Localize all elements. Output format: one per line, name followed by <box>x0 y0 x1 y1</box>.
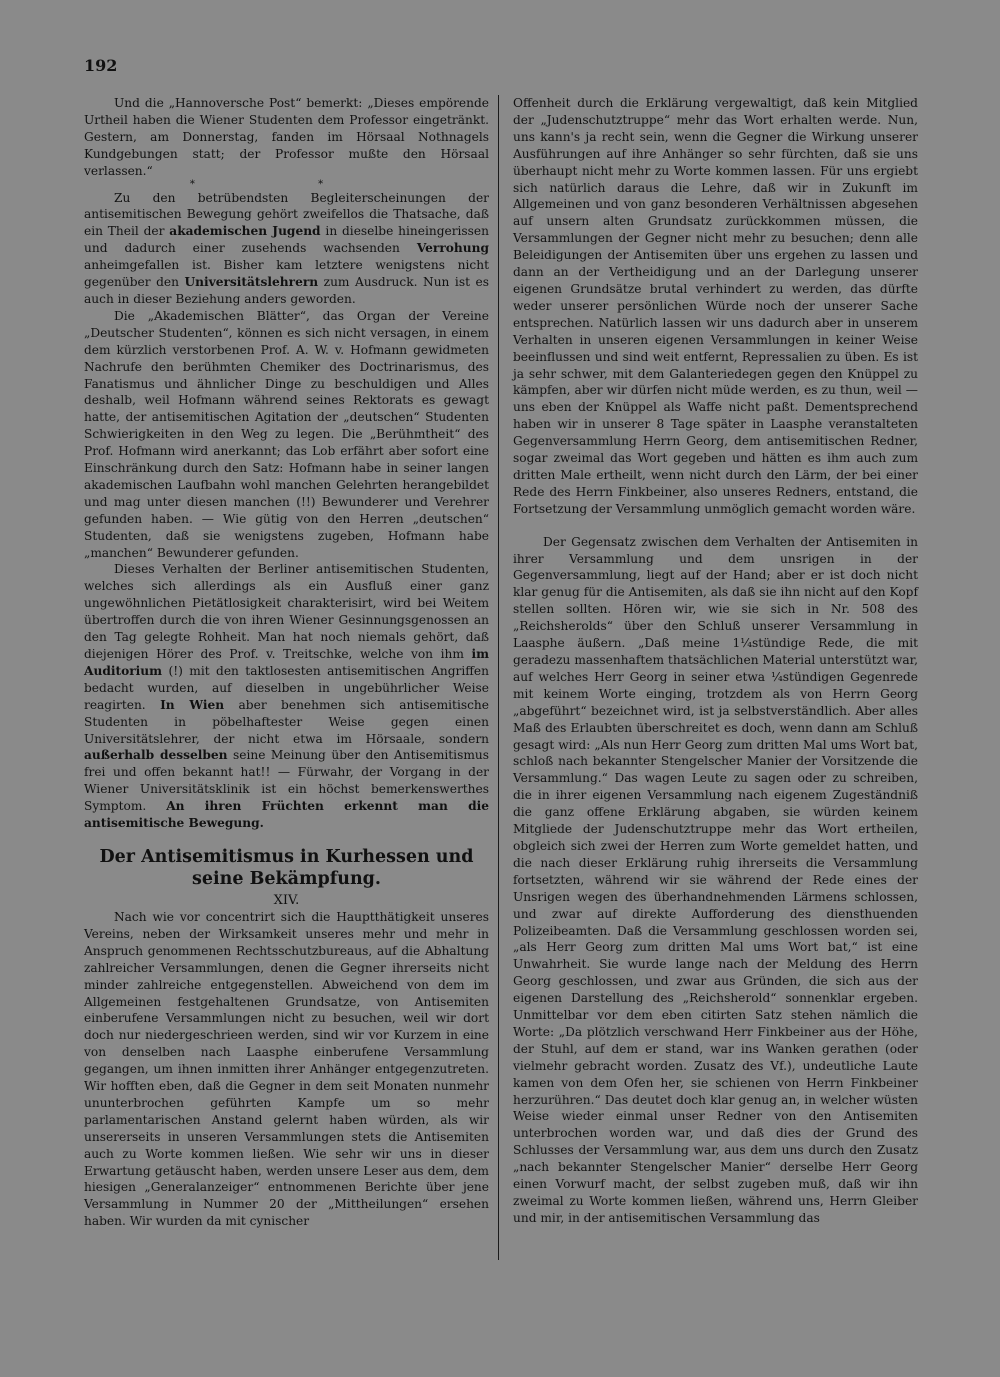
page-number: 192 <box>84 56 118 75</box>
left-column <box>84 95 489 1230</box>
paragraph-gegensatz: Der Gegensatz zwischen dem Verhalten der Antisemiten in ihrer Versammlung und dem unsrigen in der Gegenversammlung, liegt auf der Hand; aber er ist doch nicht klar genug für die Antisemiten, als daß sie ihn nicht auf den Kopf stellen sollten. Hören wir, wie sie sich in Nr. 508 des „Reichsherolds“ über den Schluß unserer Versammlung in Laasphe äußern. „Daß meine 1¼stündige Rede, die mit geradezu massenhaftem thatsächlichen Material unterstützt war, auf welches Herr Georg in seiner etwa ¼stündigen Gegenrede mit keinem Worte einging, trotzdem als von Herrn Georg „abgeführt“ bezeichnet wird, ist ja selbstverständlich. Aber alles Maß des Erlaubten überschreitet es doch, wenn dann am Schluß gesagt wird: „Als nun Herr Georg zum dritten Mal ums Wort bat, schloß nach bekannter Stengelscher Manier der Vorsitzende die Versammlung.“ Das wagen Leute zu sagen oder zu schreiben, die in ihrer eigenen Versammlung nach eigenem Zugeständniß die ganz offene Erklärung abgaben, sie würden keinem Mitgliede der Judenschutztruppe mehr das Wort ertheilen, obgleich sich zwei der Herren zum Worte gemeldet hatten, und die nach dieser Erklärung ruhig ihrerseits die Versammlung fortsetzten, während wir sie während der Rede eines der Unsrigen wegen des überhandnehmenden Lärmens schlossen, und zwar auf direkte Aufforderung des diensthuenden Polizeibeamten. Daß die Versammlung geschlossen worden sei, „als Herr Georg zum dritten Mal ums Wort bat,“ ist eine Unwahrheit. Sie wurde lange nach der Meldung des Herrn Georg geschlossen, und zwar aus Gründen, die sich aus der eigenen Darstellung des „Reichsherold“ sonnenklar ergeben. Unmittelbar vor dem eben citirten Satz stehen nämlich die Worte: „Da plötzlich verschwand Herr Finkbeiner aus der Höhe, der Stuhl, auf dem er stand, war ins Wanken gerathen (oder vielmehr gebracht worden. Zusatz des Vf.), undeutliche Laute kamen von dem Ofen her, sie schienen von Herrn Finkbeiner herzurühren.“ Das deutet doch klar genug an, in welcher wüsten Weise wieder einmal unser Redner von den Antisemiten unterbrochen worden war, und daß dies der Grund des Schlusses der Versammlung war, aus dem uns durch den Zusatz „nach bekannter Stengelscher Manier“ derselbe Herr Georg einen Vorwurf macht, der selbst zugeben muß, daß wir ihn zweimal zu Worte kommen ließen, während uns, Herrn Gleiber und mir, in der antisemitischen Versammlung das <box>513 534 918 1225</box>
column-divider <box>498 95 499 1260</box>
paragraph-hannoversche-post: Und die „Hannoversche Post“ bemerkt: „Dieses empörende Urtheil haben die Wiener Studenten dem Professor eingetränkt. Gestern, am Donnerstag, fanden im Hörsaal Nothnagels Kundgebungen statt; der Professor mußte den Hörsaal verlassen.“ <box>84 96 489 178</box>
article-heading: Der Antisemitismus in Kurhessen und seine Bekämpfung. <box>99 846 474 889</box>
article-numeral: XIV. <box>273 892 300 908</box>
section-separator: * * <box>189 178 384 190</box>
paragraph-hauptthaetigkeit: Nach wie vor concentrirt sich die Hauptthätigkeit unseres Vereins, neben der Wirksamkeit unseres mehr und mehr in Anspruch genommenen Rechtsschutzbureaus, auf die Abhaltung zahlreicher Versammlungen, denen die Gegner ihrerseits nicht minder zahlreiche entgegenstellen. Abweichend von dem im Allgemeinen festgehaltenen Grundsatze, von Antisemiten einberufene Versammlungen nicht zu besuchen, weil wir dort doch nur niedergeschrieen werden, sind wir vor Kurzem in eine von denselben nach Laasphe einberufene Versammlung gegangen, um ihnen inmitten ihrer Anhänger entgegenzutreten. Wir hofften eben, daß die Gegner in dem seit Monaten nunmehr ununterbrochen geführten Kampfe um so mehr parlamentarischen Anstand gelernt haben würden, als wir unsererseits in unseren Versammlungen stets die Antisemiten auch zu Worte kommen ließen. Wie sehr wir uns in dieser Erwartung getäuscht haben, werden unsere Leser aus dem, dem hiesigen „Generalanzeiger“ entnommenen Berichte über jene Versammlung in Nummer 20 der „Mittheilungen“ ersehen haben. Wir wurden da mit cynischer <box>84 909 489 1229</box>
paragraph-akademische-blaetter: Die „Akademischen Blätter“, das Organ der Vereine „Deutscher Studenten“, können es sich nicht versagen, in einem dem kürzlich verstorbenen Prof. A. W. v. Hofmann gewidmeten Nachrufe den berühmten Chemiker des Doctrinarismus, des Fanatismus und ähnlicher Dinge zu beschuldigen und Alles deshalb, weil Hofmann während seines Rektorats es gewagt hatte, der antisemitischen Agitation der „deutschen“ Studenten Schwierigkeiten in den Weg zu legen. Die „Berühmtheit“ des Prof. Hofmann wird anerkannt; das Lob erfährt aber sofort eine Einschränkung durch den Satz: Hofmann habe in seiner langen akademischen Laufbahn wohl manchen Gelehrten herangebildet und mag unter diesen manchen (!!) Bewunderer und Verehrer gefunden haben. — Wie gütig von den Herren „deutschen“ Studenten, daß sie wenigstens zugeben, Hofmann habe „manchen“ Bewunderer gefunden. <box>84 308 489 560</box>
paragraph-offenheit: Offenheit durch die Erklärung vergewaltigt, daß kein Mitglied der „Judenschutztruppe“ mehr das Wort erhalten werde. Nun, uns kann's ja recht sein, wenn die Gegner die Wirkung unserer Ausführungen auf ihre Anhänger so sehr fürchten, daß sie uns überhaupt nicht mehr zu Worte kommen lassen. Für uns ergiebt sich natürlich daraus die Lehre, daß wir in Zukunft im Allgemeinen und von ganz besonderen Verhältnissen abgesehen auf unsern alten Grundsatz zurückkommen müssen, die Versammlungen der Gegner nicht mehr zu besuchen; denn alle Beleidigungen der Antisemiten über uns ergehen zu lassen und dann an der Vertheidigung und an der Darlegung unserer eigenen Grundsätze brutal verhindert zu werden, das dürfte weder unserer persönlichen Würde noch der unserer Sache entsprechen. Natürlich lassen wir uns dadurch aber in unserem Verhalten in unseren eigenen Versammlungen in keiner Weise beeinflussen und sind weit entfernt, Repressalien zu üben. Es ist ja sehr schwer, mit dem Galanteriedegen gegen den Knüppel zu kämpfen, aber wir dürfen nicht müde werden, es zu thun, weil — uns eben der Knüppel als Waffe nicht paßt. Dementsprechend haben wir in unserer 8 Tage später in Laasphe veranstalteten Gegenversammlung Herrn Georg, dem antisemitischen Redner, sogar zweimal das Wort gegeben und hätten es ihm auch zum dritten Male ertheilt, wenn nicht durch den Lärm, der bei einer Rede des Herrn Finkbeiner, also unseres Redners, entstand, die Fortsetzung der Versammlung unmöglich gemacht worden wäre. <box>513 96 918 516</box>
right-column <box>513 95 918 1227</box>
paragraph-berliner-studenten: Dieses Verhalten der Berliner antisemitischen Studenten, welches sich allerdings als ein Ausfluß einer ganz ungewöhnlichen Pietätlosigkeit charakterisirt, wird bei Weitem übertroffen durch die von ihren Wiener Gesinnungsgenossen an den Tag gelegte Rohheit. Man hat noch niemals gehört, daß diejenigen Hörer des Prof. v. Treitschke, welche von ihm im Auditorium (!) mit den taktlosesten antisemitischen Angriffen bedacht wurden, auf dieselben in ungebührlicher Weise reagirten. In Wien aber benehmen sich antisemitische Studenten in pöbelhaftester Weise gegen einen Universitätslehrer, der nicht etwa im Hörsaale, sondern außerhalb desselben seine Meinung über den Antisemitismus frei und offen bekannt hat!! — Fürwahr, der Vorgang in der Wiener Universitätsklinik ist ein höchst bemerkenswerthes Symptom. An ihren Früchten erkennt man die antisemitische Bewegung. <box>84 562 489 831</box>
paragraph-akademische-jugend: Zu den betrübendsten Begleiterscheinungen der antisemitischen Bewegung gehört zweifellos die Thatsache, daß ein Theil der akademischen Jugend in dieselbe hineingerissen und dadurch einer zusehends wachsenden Verrohung anheimgefallen ist. Bisher kam letztere wenigstens nicht gegenüber den Universitätslehrern zum Ausdruck. Nun ist es auch in dieser Beziehung anders geworden. <box>84 190 489 306</box>
